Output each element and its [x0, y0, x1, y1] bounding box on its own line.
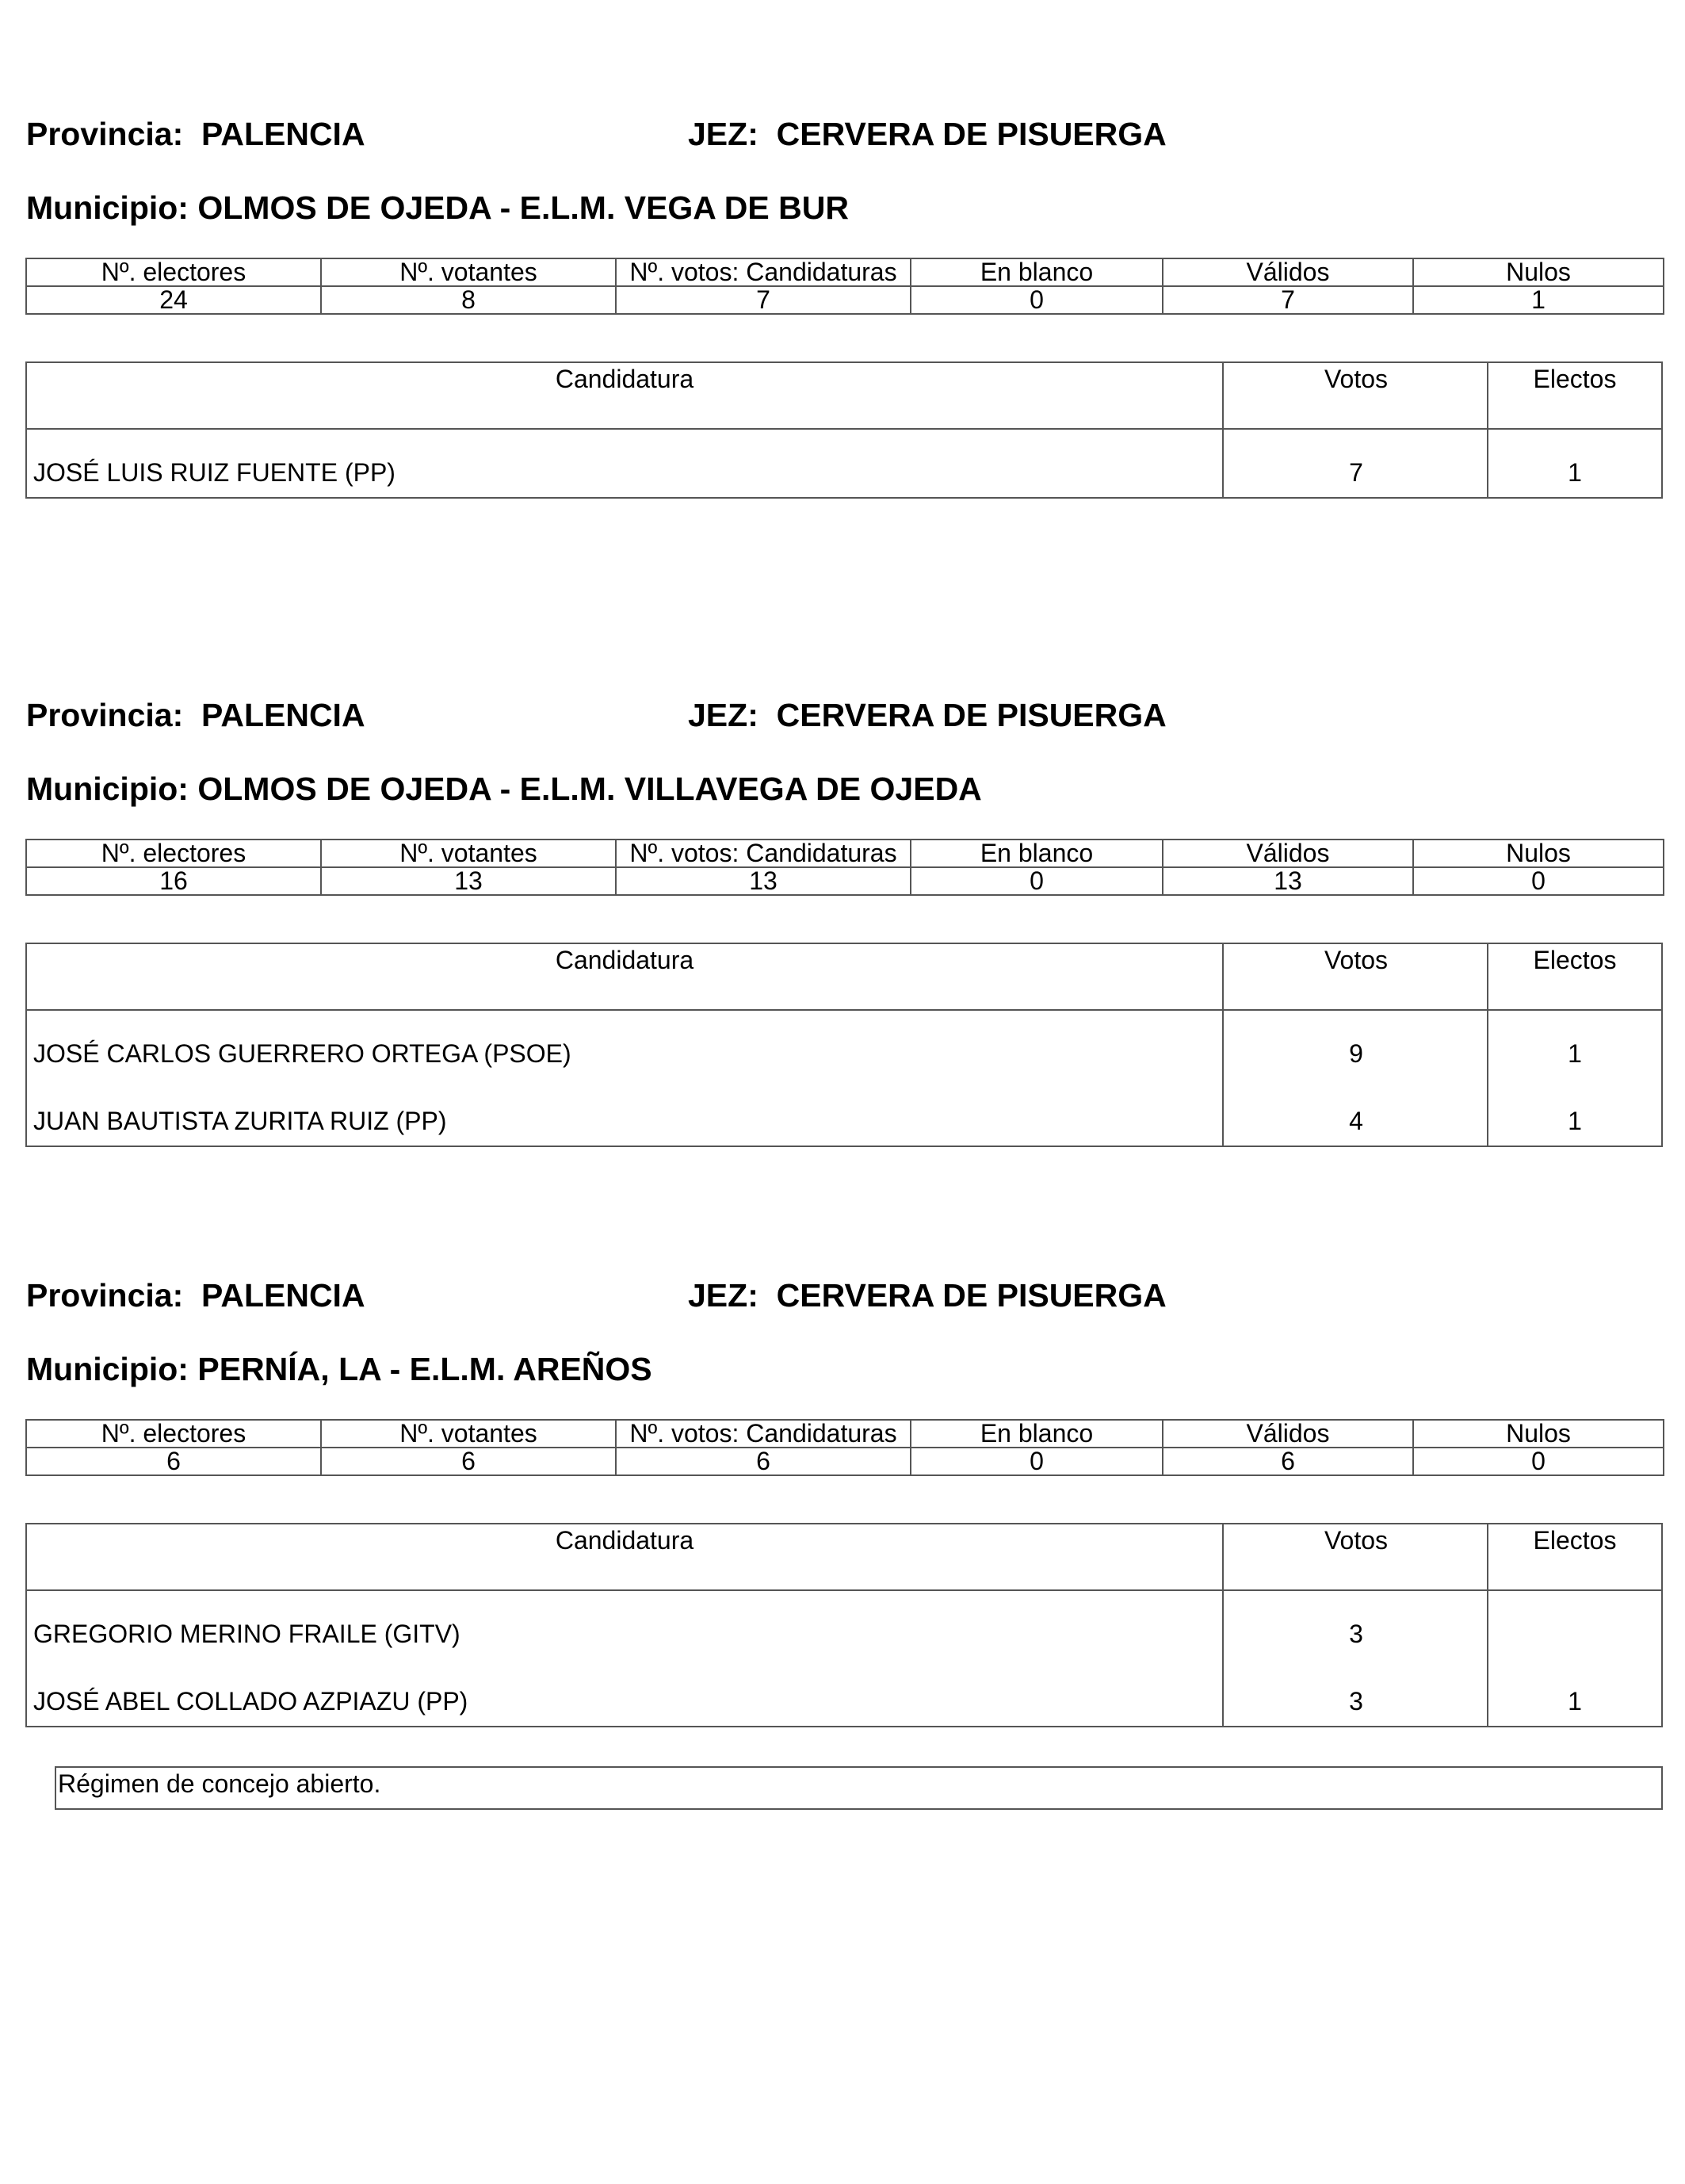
- provincia-line: [26, 695, 365, 735]
- candidates-header-row: [27, 1524, 1661, 1591]
- candidate-votos: 9: [1349, 1039, 1363, 1068]
- votos-header: Votos: [1222, 1524, 1488, 1589]
- municipio-line: [26, 1349, 652, 1389]
- stats-header-nulos: Nulos: [1413, 258, 1664, 286]
- candidate-votos: 7: [1349, 458, 1363, 487]
- provincia-label: Provincia:: [26, 697, 184, 733]
- stats-header-validos: Válidos: [1163, 840, 1413, 867]
- municipio-line: [26, 769, 982, 809]
- stats-value-votantes: 6: [321, 1448, 616, 1475]
- candidate-votos: 4: [1349, 1107, 1363, 1135]
- jez-label: JEZ:: [688, 116, 758, 152]
- stats-header-en-blanco: En blanco: [911, 1420, 1163, 1448]
- stats-header-votantes: Nº. votantes: [321, 1420, 616, 1448]
- provincia-value: PALENCIA: [201, 1277, 365, 1314]
- candidate-votos: 3: [1349, 1687, 1363, 1715]
- jez-value: CERVERA DE PISUERGA: [776, 116, 1167, 152]
- stats-table: [25, 1419, 1664, 1476]
- note-box: [55, 1766, 1663, 1810]
- jez-value: CERVERA DE PISUERGA: [776, 697, 1167, 733]
- jez-line: [688, 1276, 1167, 1315]
- stats-value-votantes: 13: [321, 867, 616, 895]
- jez-line: [688, 695, 1167, 735]
- stats-value-en-blanco: 0: [911, 1448, 1163, 1475]
- candidates-table: [25, 361, 1663, 499]
- stats-value-votantes: 8: [321, 286, 616, 314]
- candidatura-header: Candidatura: [555, 946, 694, 974]
- provincia-label: Provincia:: [26, 116, 184, 152]
- stats-header-nulos: Nulos: [1413, 840, 1664, 867]
- stats-value-votos-candidaturas: 6: [616, 1448, 911, 1475]
- stats-value-nulos: 0: [1413, 1448, 1664, 1475]
- stats-value-nulos: 0: [1413, 867, 1664, 895]
- stats-value-votos-candidaturas: 13: [616, 867, 911, 895]
- stats-value-votos-candidaturas: 7: [616, 286, 911, 314]
- candidate-electos: 1: [1568, 458, 1582, 487]
- stats-value-electores: 6: [26, 1448, 321, 1475]
- electos-header: Electos: [1487, 944, 1661, 1009]
- stats-header-en-blanco: En blanco: [911, 840, 1163, 867]
- municipio-value: OLMOS DE OJEDA - E.L.M. VEGA DE BUR: [197, 189, 849, 226]
- stats-header-row: [26, 258, 1664, 286]
- candidate-electos: 1: [1568, 1039, 1582, 1068]
- municipio-line: [26, 188, 849, 228]
- candidates-table: [25, 1523, 1663, 1727]
- stats-header-electores: Nº. electores: [26, 1420, 321, 1448]
- candidate-row: [27, 1078, 1661, 1146]
- stats-header-votos-candidaturas: Nº. votos: Candidaturas: [616, 840, 911, 867]
- stats-value-row: [26, 867, 1664, 895]
- stats-value-row: [26, 1448, 1664, 1475]
- municipio-value: OLMOS DE OJEDA - E.L.M. VILLAVEGA DE OJEDA: [197, 771, 982, 807]
- provincia-line: [26, 114, 365, 154]
- note-text: Régimen de concejo abierto.: [58, 1769, 381, 1798]
- stats-header-nulos: Nulos: [1413, 1420, 1664, 1448]
- candidate-votos: 3: [1349, 1620, 1363, 1648]
- candidate-electos: 1: [1568, 1687, 1582, 1715]
- provincia-value: PALENCIA: [201, 697, 365, 733]
- stats-value-electores: 24: [26, 286, 321, 314]
- stats-header-votantes: Nº. votantes: [321, 258, 616, 286]
- stats-header-electores: Nº. electores: [26, 258, 321, 286]
- stats-header-en-blanco: En blanco: [911, 258, 1163, 286]
- stats-value-nulos: 1: [1413, 286, 1664, 314]
- candidate-row: [27, 1591, 1661, 1658]
- stats-value-validos: 6: [1163, 1448, 1413, 1475]
- jez-label: JEZ:: [688, 697, 758, 733]
- candidates-table: [25, 943, 1663, 1147]
- candidate-electos: 1: [1568, 1107, 1582, 1135]
- candidate-row: [27, 1658, 1661, 1726]
- municipio-value: PERNÍA, LA - E.L.M. AREÑOS: [197, 1351, 652, 1387]
- stats-header-row: [26, 840, 1664, 867]
- candidatura-header: Candidatura: [555, 1526, 694, 1555]
- electos-header: Electos: [1487, 1524, 1661, 1589]
- candidate-row: [27, 430, 1661, 497]
- candidates-header-row: [27, 363, 1661, 430]
- stats-header-electores: Nº. electores: [26, 840, 321, 867]
- municipio-label: Municipio:: [26, 189, 189, 226]
- provincia-label: Provincia:: [26, 1277, 184, 1314]
- jez-label: JEZ:: [688, 1277, 758, 1314]
- candidate-name: JUAN BAUTISTA ZURITA RUIZ (PP): [33, 1107, 447, 1135]
- stats-header-votos-candidaturas: Nº. votos: Candidaturas: [616, 1420, 911, 1448]
- stats-value-electores: 16: [26, 867, 321, 895]
- provincia-value: PALENCIA: [201, 116, 365, 152]
- municipio-label: Municipio:: [26, 771, 189, 807]
- provincia-line: [26, 1276, 365, 1315]
- stats-header-validos: Válidos: [1163, 258, 1413, 286]
- stats-value-row: [26, 286, 1664, 314]
- jez-value: CERVERA DE PISUERGA: [776, 1277, 1167, 1314]
- stats-header-votantes: Nº. votantes: [321, 840, 616, 867]
- stats-header-row: [26, 1420, 1664, 1448]
- candidates-header-row: [27, 944, 1661, 1011]
- stats-header-validos: Válidos: [1163, 1420, 1413, 1448]
- votos-header: Votos: [1222, 363, 1488, 428]
- stats-value-en-blanco: 0: [911, 286, 1163, 314]
- candidate-name: GREGORIO MERINO FRAILE (GITV): [33, 1620, 460, 1648]
- candidatura-header: Candidatura: [555, 365, 694, 393]
- municipio-label: Municipio:: [26, 1351, 189, 1387]
- electos-header: Electos: [1487, 363, 1661, 428]
- jez-line: [688, 114, 1167, 154]
- stats-value-validos: 7: [1163, 286, 1413, 314]
- candidate-name: JOSÉ CARLOS GUERRERO ORTEGA (PSOE): [33, 1039, 571, 1068]
- candidate-name: JOSÉ LUIS RUIZ FUENTE (PP): [33, 458, 395, 487]
- stats-table: [25, 258, 1664, 315]
- stats-header-votos-candidaturas: Nº. votos: Candidaturas: [616, 258, 911, 286]
- stats-table: [25, 839, 1664, 896]
- candidate-name: JOSÉ ABEL COLLADO AZPIAZU (PP): [33, 1687, 468, 1715]
- candidate-row: [27, 1011, 1661, 1078]
- votos-header: Votos: [1222, 944, 1488, 1009]
- stats-value-validos: 13: [1163, 867, 1413, 895]
- stats-value-en-blanco: 0: [911, 867, 1163, 895]
